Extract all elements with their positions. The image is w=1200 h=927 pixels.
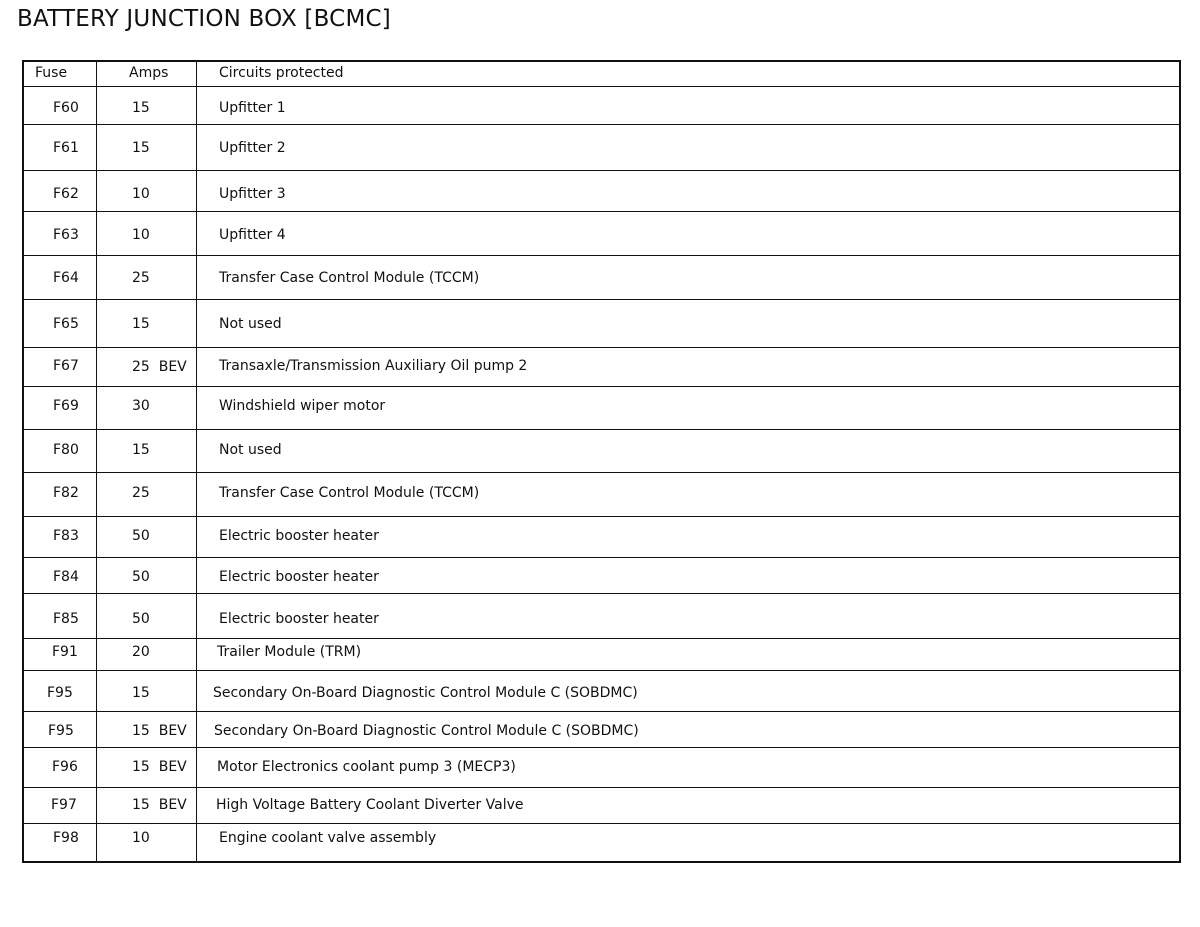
- row-divider: [22, 386, 1181, 387]
- fuse-cell: F98: [53, 830, 79, 846]
- circuit-cell: Not used: [219, 316, 282, 332]
- row-divider: [22, 823, 1181, 824]
- row-divider: [22, 124, 1181, 125]
- column-divider-fuse-amps: [96, 60, 97, 863]
- amps-cell: 20: [132, 644, 150, 660]
- fuse-cell: F62: [53, 186, 79, 202]
- amps-cell: 30: [132, 398, 150, 414]
- circuit-cell: Transfer Case Control Module (TCCM): [219, 485, 480, 501]
- circuit-cell: Electric booster heater: [219, 611, 379, 627]
- row-divider: [22, 472, 1181, 473]
- circuit-cell: Secondary On-Board Diagnostic Control Module C (SOBDMC): [214, 723, 639, 739]
- column-header-circuits: Circuits protected: [219, 65, 344, 81]
- amps-cell: 15: [132, 100, 150, 116]
- fuse-cell: F91: [52, 644, 78, 660]
- fuse-cell: F95: [48, 723, 74, 739]
- amps-cell: 50: [132, 611, 150, 627]
- circuit-cell: Upfitter 4: [219, 227, 286, 243]
- circuit-cell: Upfitter 2: [219, 140, 286, 156]
- amps-cell: 15 BEV: [132, 723, 187, 739]
- fuse-cell: F84: [53, 569, 79, 585]
- amps-cell: 15: [132, 316, 150, 332]
- row-divider: [22, 638, 1181, 639]
- fuse-cell: F64: [53, 270, 79, 286]
- circuit-cell: Electric booster heater: [219, 569, 379, 585]
- circuit-cell: Secondary On-Board Diagnostic Control Module C (SOBDMC): [213, 685, 638, 701]
- fuse-cell: F96: [52, 759, 78, 775]
- amps-cell: 15 BEV: [132, 797, 187, 813]
- fuse-cell: F69: [53, 398, 79, 414]
- row-divider: [22, 255, 1181, 256]
- row-divider: [22, 593, 1181, 594]
- row-divider: [22, 670, 1181, 671]
- column-divider-amps-circuits: [196, 60, 197, 863]
- fuse-cell: F67: [53, 358, 79, 374]
- row-divider: [22, 747, 1181, 748]
- fuse-cell: F63: [53, 227, 79, 243]
- fuse-cell: F82: [53, 485, 79, 501]
- fuse-cell: F95: [47, 685, 73, 701]
- amps-cell: 25: [132, 485, 150, 501]
- fuse-cell: F65: [53, 316, 79, 332]
- amps-cell: 50: [132, 569, 150, 585]
- circuit-cell: Trailer Module (TRM): [217, 644, 362, 660]
- amps-cell: 15: [132, 140, 150, 156]
- page-title: BATTERY JUNCTION BOX [BCMC]: [17, 6, 391, 32]
- row-divider: [22, 299, 1181, 300]
- column-header-fuse: Fuse: [35, 65, 68, 81]
- circuit-cell: Engine coolant valve assembly: [219, 830, 437, 846]
- row-divider: [22, 170, 1181, 171]
- circuit-cell: Windshield wiper motor: [219, 398, 386, 414]
- circuit-cell: Transfer Case Control Module (TCCM): [219, 270, 480, 286]
- row-divider: [22, 86, 1181, 87]
- row-divider: [22, 557, 1181, 558]
- fuse-cell: F80: [53, 442, 79, 458]
- circuit-cell: Electric booster heater: [219, 528, 379, 544]
- amps-cell: 15 BEV: [132, 759, 187, 775]
- circuit-cell: Upfitter 1: [219, 100, 286, 116]
- circuit-cell: Not used: [219, 442, 282, 458]
- row-divider: [22, 211, 1181, 212]
- circuit-cell: Upfitter 3: [219, 186, 286, 202]
- amps-cell: 50: [132, 528, 150, 544]
- circuit-cell: Transaxle/Transmission Auxiliary Oil pump 2: [219, 358, 528, 374]
- column-header-amps: Amps: [129, 65, 169, 81]
- row-divider: [22, 711, 1181, 712]
- fuse-cell: F97: [51, 797, 77, 813]
- amps-cell: 25 BEV: [132, 359, 187, 375]
- circuit-cell: High Voltage Battery Coolant Diverter Valve: [216, 797, 524, 813]
- row-divider: [22, 787, 1181, 788]
- amps-cell: 15: [132, 685, 150, 701]
- circuit-cell: Motor Electronics coolant pump 3 (MECP3): [217, 759, 516, 775]
- amps-cell: 10: [132, 186, 150, 202]
- fuse-cell: F83: [53, 528, 79, 544]
- amps-cell: 15: [132, 442, 150, 458]
- row-divider: [22, 347, 1181, 348]
- fuse-cell: F60: [53, 100, 79, 116]
- fuse-cell: F85: [53, 611, 79, 627]
- row-divider: [22, 516, 1181, 517]
- amps-cell: 10: [132, 227, 150, 243]
- row-divider: [22, 429, 1181, 430]
- fuse-cell: F61: [53, 140, 79, 156]
- amps-cell: 25: [132, 270, 150, 286]
- amps-cell: 10: [132, 830, 150, 846]
